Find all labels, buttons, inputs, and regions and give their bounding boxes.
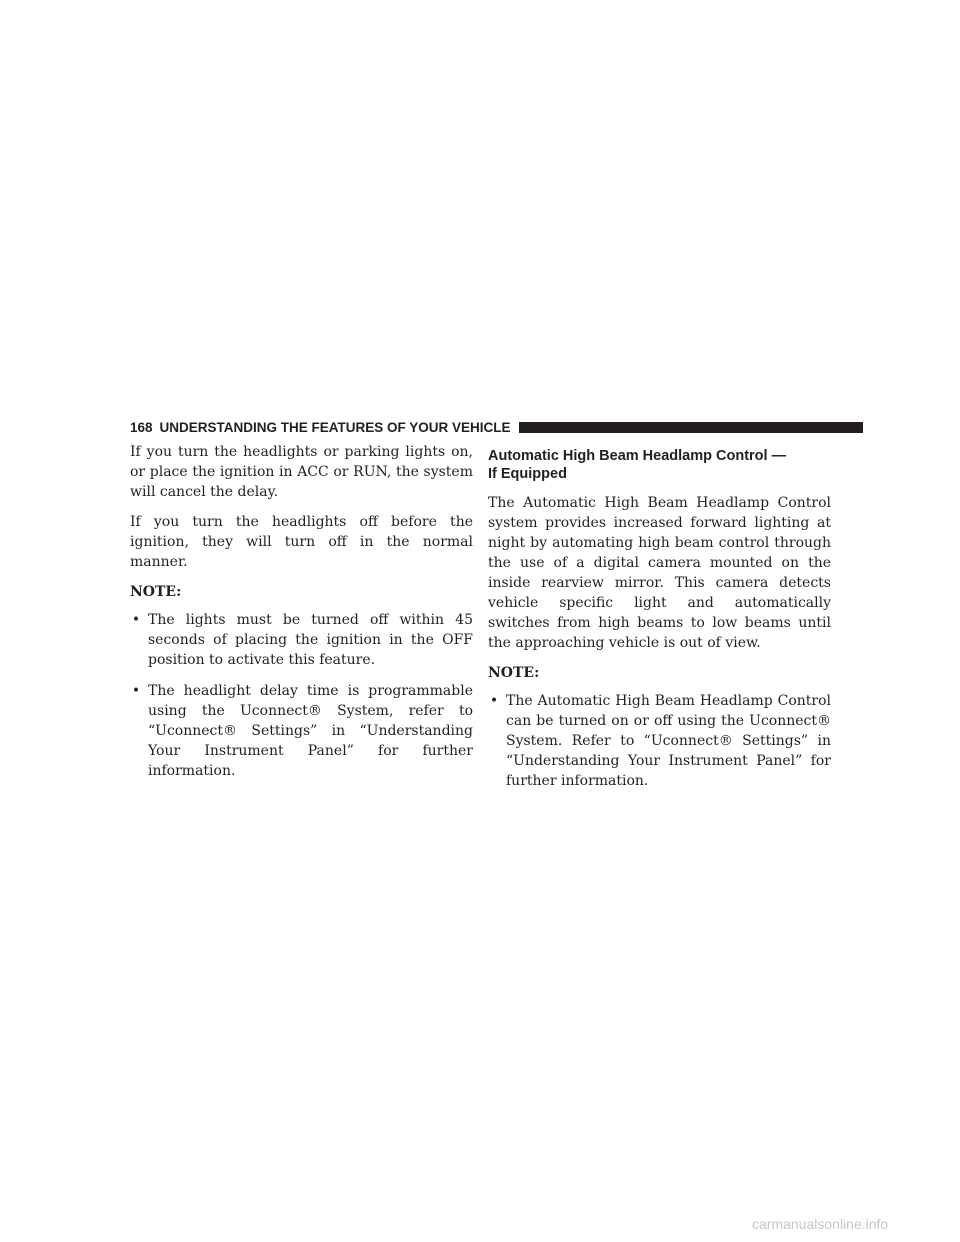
bullet-icon: • [489, 693, 499, 709]
list-item-text: The Automatic High Beam Headlamp Control can be turned on or off using the Uconnect® System. Refer to “Uconnect® Settings” in “Understanding Your Instrument Panel” for further information. [506, 693, 831, 789]
bullet-icon: • [131, 612, 141, 628]
page-number: 168 [130, 419, 153, 435]
note-label: NOTE: [488, 665, 540, 681]
section-heading-line: Automatic High Beam Headlamp Control — [488, 448, 787, 464]
watermark: carmanualsonline.info [752, 1216, 889, 1232]
list-item [130, 610, 473, 670]
page-header [130, 418, 863, 436]
list-item [488, 691, 831, 791]
section-heading-line: If Equipped [488, 466, 567, 482]
paragraph: The Automatic High Beam Headlamp Control system provides increased forward lighting at night by automating high beam control through the use of a digital camera mounted on the inside rearview mirror. This camera detects vehicle specific light and automatically switches from high beams to low beams until the approaching vehicle is out of view. [488, 495, 831, 651]
note-label: NOTE: [130, 584, 182, 600]
right-column [488, 442, 831, 802]
list-item [130, 681, 473, 781]
section-heading [488, 447, 831, 483]
left-column [130, 442, 473, 792]
header-rule [519, 422, 863, 433]
bullet-icon: • [131, 683, 141, 699]
section-title: UNDERSTANDING THE FEATURES OF YOUR VEHICLE [159, 419, 511, 435]
paragraph: If you turn the headlights off before the ignition, they will turn off in the normal manner. [130, 514, 473, 570]
list-item-text: The lights must be turned off within 45 seconds of placing the ignition in the OFF position to activate this feature. [148, 612, 473, 668]
paragraph: If you turn the headlights or parking lights on, or place the ignition in ACC or RUN, the system will cancel the delay. [130, 444, 473, 500]
list-item-text: The headlight delay time is programmable using the Uconnect® System, refer to “Uconnect® Settings” in “Understanding Your Instrument Panel” for further information. [148, 683, 473, 779]
